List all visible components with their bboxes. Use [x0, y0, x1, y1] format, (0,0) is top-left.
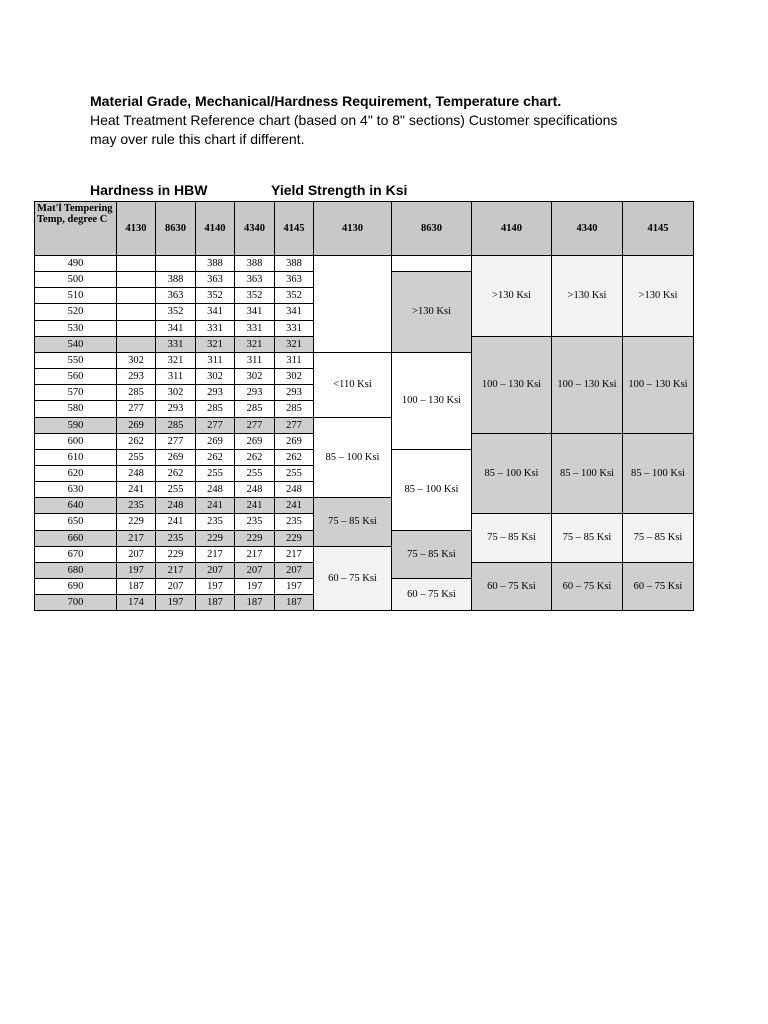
hbw-cell: 207 — [195, 562, 235, 579]
hbw-cell: 269 — [195, 433, 235, 450]
temp-cell-630: 630 — [34, 481, 117, 498]
yield-block: 85 – 100 Ksi — [391, 449, 472, 531]
hbw-cell: 235 — [195, 513, 235, 531]
hbw-cell: 207 — [116, 546, 156, 563]
temp-cell-510: 510 — [34, 287, 117, 304]
hbw-cell: 277 — [195, 417, 235, 434]
header-yield-4340: 4340 — [551, 201, 623, 256]
header-yield-8630: 8630 — [391, 201, 472, 256]
hbw-cell: 241 — [274, 497, 314, 514]
temp-cell-490: 490 — [34, 255, 117, 272]
hbw-cell: 217 — [195, 546, 235, 563]
temp-cell-580: 580 — [34, 400, 117, 418]
yield-block: >130 Ksi — [551, 255, 623, 337]
hbw-cell: 321 — [234, 336, 275, 353]
temp-cell-660: 660 — [34, 530, 117, 547]
hbw-cell: 311 — [195, 352, 235, 369]
hbw-cell: 293 — [116, 368, 156, 385]
hbw-cell: 302 — [234, 368, 275, 385]
hbw-cell: 235 — [155, 530, 196, 547]
hbw-cell: 331 — [234, 320, 275, 337]
hbw-cell: 331 — [155, 336, 196, 353]
hbw-cell: 277 — [116, 400, 156, 418]
header-yield-4130: 4130 — [313, 201, 392, 256]
yield-block: 85 – 100 Ksi — [551, 433, 623, 514]
temp-cell-530: 530 — [34, 320, 117, 337]
hbw-cell: 293 — [274, 384, 314, 401]
hbw-cell: 255 — [116, 449, 156, 466]
hbw-cell: 341 — [195, 303, 235, 321]
hbw-cell: 352 — [155, 303, 196, 321]
hbw-cell: 269 — [234, 433, 275, 450]
hbw-cell: 174 — [116, 594, 156, 611]
hbw-cell: 363 — [234, 271, 275, 288]
hbw-cell: 352 — [274, 287, 314, 304]
hbw-cell: 293 — [234, 384, 275, 401]
yield-block: 100 – 130 Ksi — [391, 352, 472, 450]
hbw-cell: 269 — [155, 449, 196, 466]
temp-cell-690: 690 — [34, 578, 117, 595]
hardness-section-label: Hardness in HBW — [90, 182, 208, 198]
hbw-cell: 302 — [274, 368, 314, 385]
hbw-cell: 229 — [116, 513, 156, 531]
hbw-cell: 363 — [274, 271, 314, 288]
header-yield-4140: 4140 — [471, 201, 552, 256]
temp-cell-560: 560 — [34, 368, 117, 385]
hbw-cell: 207 — [274, 562, 314, 579]
hbw-cell: 187 — [274, 594, 314, 611]
hbw-cell: 229 — [155, 546, 196, 563]
temp-cell-700: 700 — [34, 594, 117, 611]
hbw-cell: 277 — [274, 417, 314, 434]
hbw-cell: 277 — [155, 433, 196, 450]
hbw-cell: 217 — [116, 530, 156, 547]
temp-cell-570: 570 — [34, 384, 117, 401]
hbw-cell: 321 — [155, 352, 196, 369]
hbw-cell: 262 — [274, 449, 314, 466]
hbw-cell: 311 — [274, 352, 314, 369]
hbw-cell: 197 — [116, 562, 156, 579]
header-hbw-8630: 8630 — [155, 201, 196, 256]
hbw-cell: 187 — [195, 594, 235, 611]
temp-cell-610: 610 — [34, 449, 117, 466]
hbw-cell: 302 — [195, 368, 235, 385]
hbw-cell: 311 — [234, 352, 275, 369]
hbw-cell: 302 — [155, 384, 196, 401]
temp-cell-620: 620 — [34, 465, 117, 482]
hbw-cell: 269 — [274, 433, 314, 450]
document-subtitle-line-2: may over rule this chart if different. — [90, 131, 305, 147]
temp-cell-590: 590 — [34, 417, 117, 434]
hbw-cell: 248 — [274, 481, 314, 498]
hbw-cell: 341 — [274, 303, 314, 321]
hbw-cell: 341 — [155, 320, 196, 337]
temp-cell-550: 550 — [34, 352, 117, 369]
hbw-cell: 235 — [274, 513, 314, 531]
yield-block: >130 Ksi — [391, 271, 472, 353]
header-hbw-4145: 4145 — [274, 201, 314, 256]
document-subtitle-line-1: Heat Treatment Reference chart (based on 4" to 8" sections) Customer specifications — [90, 112, 618, 128]
yield-block: 75 – 85 Ksi — [551, 513, 623, 563]
yield-block — [391, 255, 472, 272]
hbw-cell: 241 — [116, 481, 156, 498]
hbw-cell: 262 — [195, 449, 235, 466]
document-title: Material Grade, Mechanical/Hardness Requirement, Temperature chart. — [90, 93, 562, 109]
hbw-cell: 255 — [155, 481, 196, 498]
temp-cell-640: 640 — [34, 497, 117, 514]
hbw-cell: 311 — [155, 368, 196, 385]
hbw-cell: 197 — [274, 578, 314, 595]
hbw-cell: 217 — [155, 562, 196, 579]
yield-section-label: Yield Strength in Ksi — [271, 182, 408, 198]
yield-block: 85 – 100 Ksi — [313, 417, 392, 498]
yield-block: 60 – 75 Ksi — [471, 562, 552, 611]
hbw-cell: 248 — [155, 497, 196, 514]
hbw-cell: 235 — [234, 513, 275, 531]
yield-block: 60 – 75 Ksi — [551, 562, 623, 611]
hbw-cell: 241 — [234, 497, 275, 514]
hbw-cell: 277 — [234, 417, 275, 434]
hbw-cell: 269 — [116, 417, 156, 434]
hbw-cell: 197 — [234, 578, 275, 595]
hbw-cell: 248 — [234, 481, 275, 498]
hbw-cell: 207 — [234, 562, 275, 579]
hbw-cell: 207 — [155, 578, 196, 595]
hbw-cell: 331 — [274, 320, 314, 337]
header-material-tempering: Mat'l Tempering Temp, degree C — [34, 201, 117, 256]
yield-block: 60 – 75 Ksi — [391, 578, 472, 611]
hbw-cell: 363 — [155, 287, 196, 304]
yield-block — [313, 255, 392, 353]
yield-block: 100 – 130 Ksi — [471, 336, 552, 434]
temp-cell-520: 520 — [34, 303, 117, 321]
hbw-cell: 388 — [274, 255, 314, 272]
hbw-cell: 255 — [234, 465, 275, 482]
hbw-cell: 352 — [234, 287, 275, 304]
yield-block: <110 Ksi — [313, 352, 392, 418]
temp-cell-680: 680 — [34, 562, 117, 579]
hbw-cell: 248 — [116, 465, 156, 482]
hbw-cell: 321 — [195, 336, 235, 353]
hbw-cell: 321 — [274, 336, 314, 353]
header-hbw-4130: 4130 — [116, 201, 156, 256]
hbw-cell: 229 — [195, 530, 235, 547]
hbw-cell: 229 — [274, 530, 314, 547]
hbw-cell: 197 — [195, 578, 235, 595]
hbw-cell: 285 — [116, 384, 156, 401]
hbw-cell — [116, 271, 156, 288]
hbw-cell: 241 — [155, 513, 196, 531]
temp-cell-670: 670 — [34, 546, 117, 563]
hbw-cell — [116, 320, 156, 337]
yield-block: 85 – 100 Ksi — [622, 433, 694, 514]
yield-block: 85 – 100 Ksi — [471, 433, 552, 514]
hbw-cell: 197 — [155, 594, 196, 611]
hbw-cell: 331 — [195, 320, 235, 337]
temp-cell-650: 650 — [34, 513, 117, 531]
hbw-cell: 388 — [195, 255, 235, 272]
hbw-cell: 388 — [234, 255, 275, 272]
hbw-cell: 187 — [116, 578, 156, 595]
hbw-cell: 363 — [195, 271, 235, 288]
yield-block: 75 – 85 Ksi — [313, 497, 392, 547]
temp-cell-540: 540 — [34, 336, 117, 353]
hbw-cell — [116, 303, 156, 321]
temp-cell-500: 500 — [34, 271, 117, 288]
hbw-cell: 293 — [155, 400, 196, 418]
hbw-cell: 262 — [155, 465, 196, 482]
hbw-cell: 248 — [195, 481, 235, 498]
hbw-cell: 262 — [234, 449, 275, 466]
hbw-cell: 229 — [234, 530, 275, 547]
yield-block: 75 – 85 Ksi — [391, 530, 472, 579]
header-hbw-4340: 4340 — [234, 201, 275, 256]
hbw-cell: 388 — [155, 271, 196, 288]
hbw-cell: 285 — [155, 417, 196, 434]
header-hbw-4140: 4140 — [195, 201, 235, 256]
header-yield-4145: 4145 — [622, 201, 694, 256]
yield-block: >130 Ksi — [471, 255, 552, 337]
temp-cell-600: 600 — [34, 433, 117, 450]
hbw-cell: 262 — [116, 433, 156, 450]
yield-block: 75 – 85 Ksi — [622, 513, 694, 563]
hbw-cell: 285 — [195, 400, 235, 418]
hbw-cell: 255 — [274, 465, 314, 482]
hbw-cell: 255 — [195, 465, 235, 482]
yield-block: 100 – 130 Ksi — [622, 336, 694, 434]
hbw-cell: 241 — [195, 497, 235, 514]
yield-block: 60 – 75 Ksi — [313, 546, 392, 611]
hbw-cell: 302 — [116, 352, 156, 369]
yield-block: 100 – 130 Ksi — [551, 336, 623, 434]
hbw-cell — [155, 255, 196, 272]
hbw-cell: 285 — [234, 400, 275, 418]
hbw-cell: 285 — [274, 400, 314, 418]
yield-block: 75 – 85 Ksi — [471, 513, 552, 563]
hbw-cell: 235 — [116, 497, 156, 514]
hbw-cell: 341 — [234, 303, 275, 321]
hbw-cell — [116, 287, 156, 304]
hbw-cell: 352 — [195, 287, 235, 304]
hbw-cell: 217 — [274, 546, 314, 563]
yield-block: 60 – 75 Ksi — [622, 562, 694, 611]
hbw-cell — [116, 336, 156, 353]
hbw-cell: 187 — [234, 594, 275, 611]
hbw-cell — [116, 255, 156, 272]
hbw-cell: 217 — [234, 546, 275, 563]
hbw-cell: 293 — [195, 384, 235, 401]
yield-block: >130 Ksi — [622, 255, 694, 337]
